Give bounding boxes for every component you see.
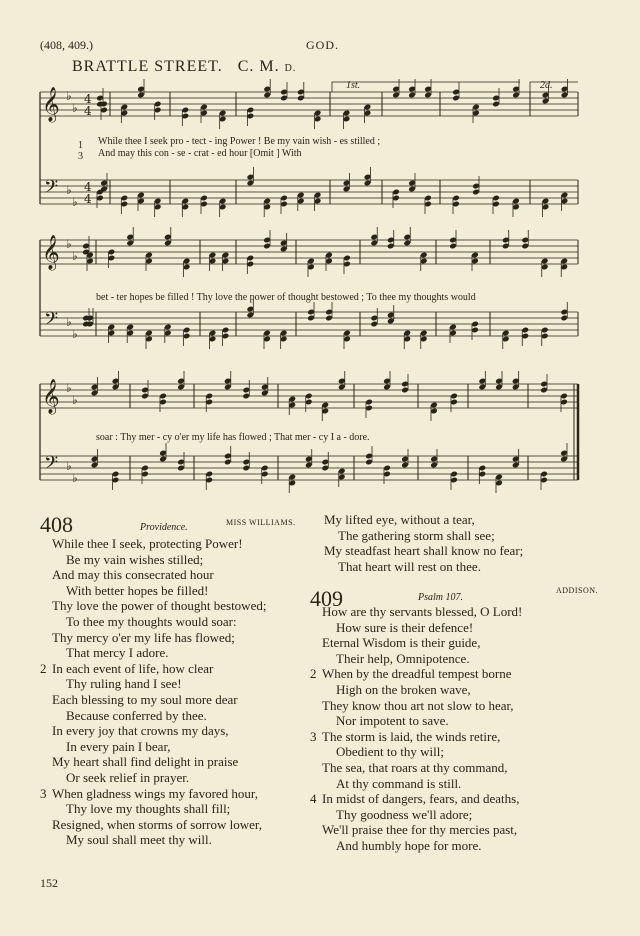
hymn-line-text: At thy command is still. [336, 775, 462, 791]
hymn-line [310, 744, 610, 760]
hymn-line [310, 682, 610, 698]
bass-clef: 𝄢 [44, 177, 59, 202]
hymn-line-text: While thee I seek, protecting Power! [52, 536, 243, 551]
hymn-line-text: Or seek relief in prayer. [66, 769, 190, 785]
hymn-line [40, 770, 310, 786]
hymn-line-text: That mercy I adore. [66, 645, 169, 661]
flat-sign: ♭ [66, 381, 72, 395]
flat-sign: ♭ [66, 183, 72, 197]
hymn-line-text: Thy love the power of thought bestowed; [52, 598, 267, 614]
hymn-line [324, 559, 604, 575]
hymn-line [310, 729, 610, 745]
hymn-line [310, 666, 610, 682]
flat-sign: ♭ [72, 101, 78, 115]
section-heading: GOD. [306, 38, 339, 52]
score-lyric-line-4: soar : Thy mer - cy o'er my life has flowed ; That mer - cy I a - dore. [96, 432, 370, 443]
hymn-line [310, 760, 610, 776]
hymn-line-text: Because conferred by thee. [66, 707, 207, 723]
hymn-409-text [310, 604, 610, 854]
hymn-line-text: Resigned, when storms of sorrow lower, [52, 816, 262, 832]
hymn-409-subtitle: Psalm 107. [418, 592, 463, 603]
hymn-line [324, 512, 604, 528]
hymn-line-text: How are thy servants blessed, O Lord! [322, 604, 523, 619]
hymn-409-number: 409 [310, 586, 343, 611]
hymn-line [40, 723, 310, 739]
hymn-line-text: To thee my thoughts would soar: [66, 613, 237, 629]
hymn-line [40, 583, 310, 599]
hymn-line-text: When gladness wings my favored hour, [52, 785, 258, 801]
hymn-line-text: My soul shall meet thy will. [66, 832, 212, 848]
hymn-line [40, 817, 310, 833]
hymn-line-text: That heart will rest on thee. [338, 558, 481, 574]
hymn-line [40, 598, 310, 614]
treble-clef: 𝄞 [42, 379, 60, 414]
hymn-line [40, 739, 310, 755]
hymn-line [310, 698, 610, 714]
score-lyric-line-1: While thee I seek pro - tect - ing Power ! Be my vain wish - es stilled ; [98, 136, 381, 147]
hymn-range: (408, 409.) [40, 38, 93, 52]
hymn-line [40, 832, 310, 848]
hymn-line-text: The sea, that roars at thy command, [322, 759, 508, 775]
hymn-line [310, 620, 610, 636]
volta-second-label: 2d. [540, 80, 553, 91]
page-number: 152 [40, 876, 58, 890]
hymn-line-text: The gathering storm shall see; [338, 527, 495, 543]
hymn-line-text: Thy love my thoughts shall fill; [66, 801, 231, 817]
hymn-line-text: The storm is laid, the winds retire, [322, 728, 501, 744]
hymn-line [310, 635, 610, 651]
hymn-line-text: In each event of life, how clear [52, 660, 214, 676]
score-lyric-line-3: bet - ter hopes be filled ! Thy love the power of thought bestowed ; To thee my thoughts would [96, 292, 476, 303]
hymn-line [40, 786, 310, 802]
hymn-line [324, 528, 604, 544]
flat-sign: ♭ [72, 327, 78, 341]
score-lyric-line-2: And may this con - se - crat - ed hour [Omit ] With [98, 148, 302, 159]
hymn-line-text: In every pain I bear, [66, 738, 171, 754]
hymn-line [310, 791, 610, 807]
hymn-line-text: In midst of dangers, fears, and deaths, [322, 791, 520, 807]
tune-meter: C. M. [237, 58, 280, 75]
score-verse-numbers: 1 3 [78, 140, 83, 162]
hymn-line-text: How sure is their defence! [336, 619, 474, 635]
hymn-line [310, 651, 610, 667]
hymn-line [310, 776, 610, 792]
verse-number: 2 [40, 660, 47, 676]
hymn-line-text: Nor impotent to save. [336, 713, 449, 729]
hymn-line-text: We'll praise thee for thy mercies past, [322, 822, 518, 838]
hymn-line-text: And may this consecrated hour [52, 567, 214, 583]
time-signature: 4 [84, 180, 92, 194]
flat-sign: ♭ [72, 471, 78, 485]
flat-sign: ♭ [72, 249, 78, 263]
hymn-line-text: Eternal Wisdom is their guide, [322, 635, 481, 651]
hymn-line [40, 614, 310, 630]
hymn-line [324, 543, 604, 559]
flat-sign: ♭ [66, 459, 72, 473]
hymn-line-text: They know thou art not slow to hear, [322, 697, 514, 713]
hymn-line-text: Thy mercy o'er my life has flowed; [52, 629, 235, 645]
flat-sign: ♭ [72, 393, 78, 407]
time-signature: 4 [84, 192, 92, 206]
hymn-line [40, 801, 310, 817]
treble-clef: 𝄞 [42, 235, 60, 270]
hymn-line-text: With better hopes be filled! [66, 582, 209, 598]
hymn-line [40, 536, 310, 552]
hymn-line-text: Thy ruling hand I see! [66, 676, 182, 692]
hymn-line-text: When by the dreadful tempest borne [322, 666, 512, 682]
verse-number: 3 [40, 785, 47, 801]
hymn-line [40, 692, 310, 708]
hymn-line-text: Their help, Omnipotence. [336, 650, 470, 666]
hymn-408-number: 408 [40, 512, 73, 537]
hymn-line [310, 604, 610, 620]
hymn-line [310, 838, 610, 854]
hymn-409-author: ADDISON. [556, 586, 598, 595]
verse-number: 2 [310, 666, 317, 682]
verse-number: 4 [310, 791, 317, 807]
hymn-line [40, 708, 310, 724]
flat-sign: ♭ [66, 89, 72, 103]
hymn-line [40, 645, 310, 661]
hymn-line-text: My lifted eye, without a tear, [324, 512, 475, 527]
time-signature: 4 [84, 92, 92, 106]
hymn-line-text: Be my vain wishes stilled; [66, 551, 204, 567]
hymn-line [40, 661, 310, 677]
bass-clef: 𝄢 [44, 453, 59, 478]
hymn-line [40, 754, 310, 770]
flat-sign: ♭ [66, 315, 72, 329]
time-signature: 4 [84, 104, 92, 118]
hymn-line-text: My steadfast heart shall know no fear; [324, 543, 524, 559]
treble-clef: 𝄞 [42, 87, 60, 122]
hymn-line-text: Each blessing to my soul more dear [52, 691, 238, 707]
verse-number: 3 [310, 728, 317, 744]
volta-bracket-second [530, 82, 578, 92]
hymn-408-text-continued [324, 512, 604, 574]
hymn-line-text: My heart shall find delight in praise [52, 754, 239, 770]
hymn-line [40, 630, 310, 646]
tune-name: BRATTLE STREET. [72, 58, 223, 75]
hymn-408-text [40, 536, 310, 848]
volta-first-label: 1st. [346, 80, 361, 91]
hymn-line-text: In every joy that crowns my days, [52, 723, 229, 739]
hymn-line [40, 676, 310, 692]
hymn-408-subtitle: Providence. [140, 522, 188, 533]
hymn-line [310, 713, 610, 729]
bass-clef: 𝄢 [44, 309, 59, 334]
hymn-line-text: Obedient to thy will; [336, 744, 444, 760]
hymn-line [40, 552, 310, 568]
flat-sign: ♭ [66, 237, 72, 251]
hymn-line [40, 567, 310, 583]
tune-meter-suffix: D. [284, 63, 297, 74]
flat-sign: ♭ [72, 195, 78, 209]
hymn-line [310, 822, 610, 838]
hymn-408-author: MISS WILLIAMS. [226, 518, 296, 527]
hymn-line-text: And humbly hope for more. [336, 837, 482, 853]
hymn-line-text: High on the broken wave, [336, 681, 471, 697]
hymn-line-text: Thy goodness we'll adore; [336, 806, 473, 822]
hymn-line [310, 807, 610, 823]
